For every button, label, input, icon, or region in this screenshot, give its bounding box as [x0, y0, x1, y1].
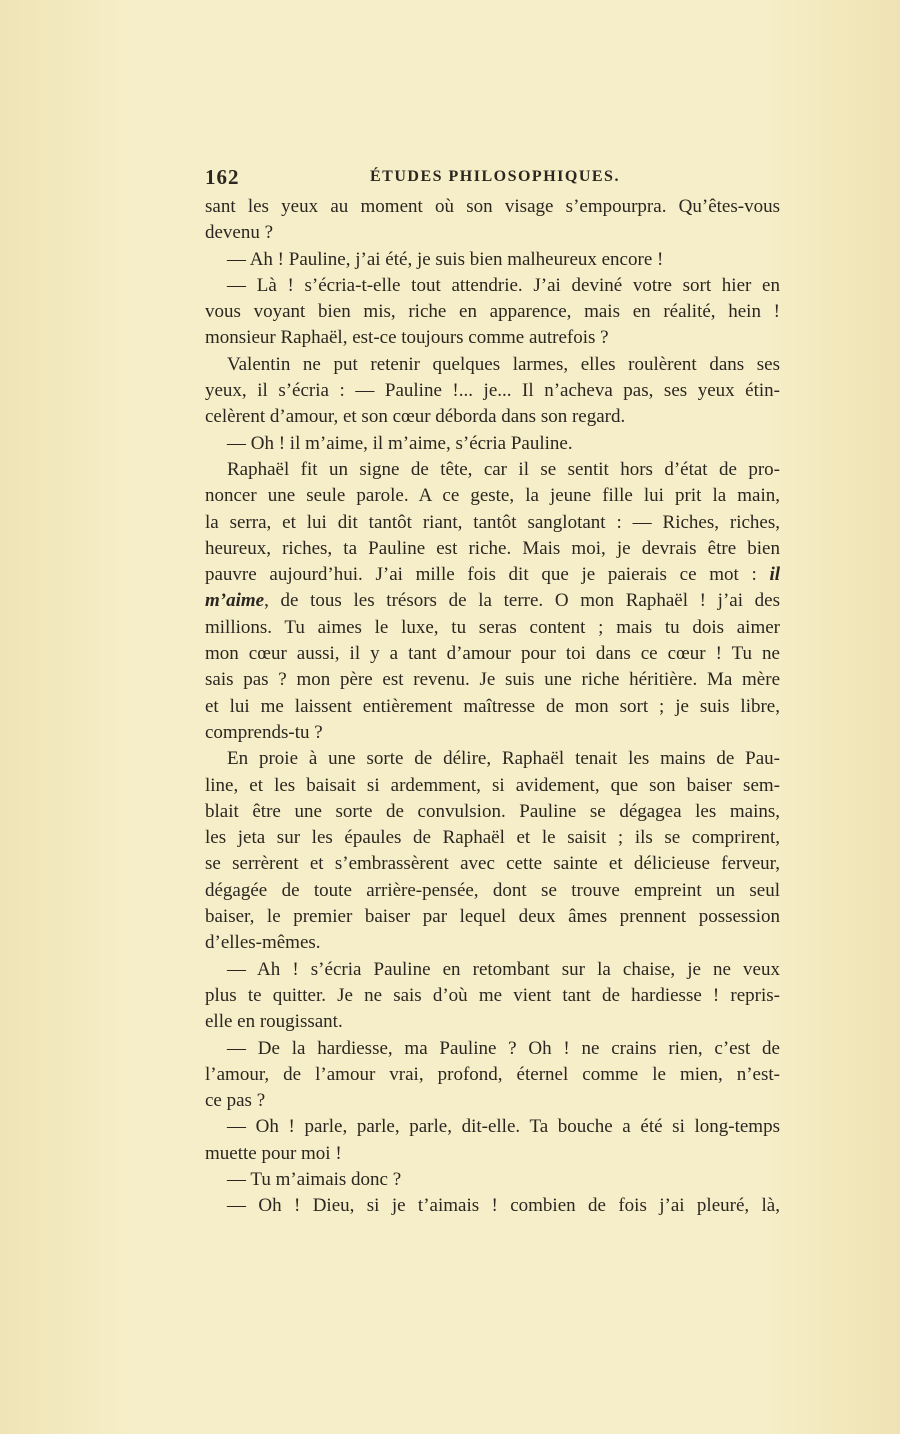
text-line: yeux, il s’écria : — Pauline !... je... Il n’acheva pas, ses yeux étin-	[205, 380, 780, 402]
text-line	[205, 588, 780, 614]
text-line: millions. Tu aimes le luxe, tu seras content ; mais tu dois aimer	[205, 616, 780, 638]
paragraph	[205, 1167, 780, 1193]
text-line: sant les yeux au moment où son visage s’empourpra. Qu’êtes-vous	[205, 196, 780, 217]
text-line: — Oh ! parle, parle, parle, dit-elle. Ta bouche a été si long-temps	[227, 1116, 780, 1138]
text-line: les jeta sur les épaules de Raphaël et le saisit ; ils se comprirent,	[205, 827, 780, 849]
text-line: En proie à une sorte de délire, Raphaël tenait les mains de Pau-	[227, 748, 780, 770]
text-line: plus te quitter. Je ne sais d’où me vient tant de hardiesse ! repris-	[205, 984, 780, 1006]
text-line	[205, 562, 780, 588]
text-line: sais pas ? mon père est revenu. Je suis une riche héritière. Ma mère	[205, 669, 780, 691]
paragraph	[205, 431, 780, 457]
text-line: — Oh ! Dieu, si je t’aimais ! combien de fois j’ai pleuré, là,	[227, 1195, 780, 1217]
paragraph	[205, 1114, 780, 1167]
text-line: — De la hardiesse, ma Pauline ? Oh ! ne crains rien, c’est de	[227, 1037, 780, 1059]
paragraph	[205, 957, 780, 1036]
text-line: d’elles-mêmes.	[205, 932, 321, 954]
text-line: line, et les baisait si ardemment, si avidement, que son baiser sem-	[205, 774, 780, 796]
text-line: comprends-tu ?	[205, 721, 323, 743]
text-segment: , de tous les trésors de la terre. O mon Raphaël ! j’ai des	[264, 590, 780, 612]
text-line: devenu ?	[205, 222, 274, 244]
text-line: et lui me laissent entièrement maîtresse de mon sort ; je suis libre,	[205, 695, 780, 717]
paragraph	[205, 273, 780, 352]
running-title: ÉTUDES PHILOSOPHIQUES.	[370, 168, 620, 185]
paragraph	[205, 1036, 780, 1115]
text-line: — Ah ! Pauline, j’ai été, je suis bien malheureux encore !	[227, 248, 664, 270]
text-line: se serrèrent et s’embrassèrent avec cette sainte et délicieuse ferveur,	[205, 853, 780, 875]
text-segment: pauvre aujourd’hui. J’ai mille fois dit que je paierais ce mot :	[205, 564, 770, 586]
text-line: elle en rougissant.	[205, 1011, 343, 1033]
text-line: monsieur Raphaël, est-ce toujours comme autrefois ?	[205, 327, 609, 349]
text-line: la serra, et lui dit tantôt riant, tantôt sanglotant : — Riches, riches,	[205, 511, 780, 533]
text-line: celèrent d’amour, et son cœur déborda dans son regard.	[205, 406, 626, 428]
text-line: noncer une seule parole. A ce geste, la jeune fille lui prit la main,	[205, 485, 780, 507]
text-line: heureux, riches, ta Pauline est riche. Mais moi, je devrais être bien	[205, 537, 780, 559]
text-line: muette pour moi !	[205, 1142, 342, 1164]
text-line: mon cœur aussi, il y a tant d’amour pour toi dans ce cœur ! Tu ne	[205, 643, 780, 665]
paragraph	[205, 247, 780, 273]
paragraph	[205, 746, 780, 956]
text-line: l’amour, de l’amour vrai, profond, éternel comme le mien, n’est-	[205, 1063, 780, 1085]
body-text	[205, 194, 780, 1220]
text-line: Valentin ne put retenir quelques larmes, elles roulèrent dans ses	[227, 353, 780, 375]
italic-text: il	[769, 564, 780, 586]
text-line: vous voyant bien mis, riche en apparence, mais en réalité, hein !	[205, 301, 780, 323]
text-line: baiser, le premier baiser par lequel deux âmes prennent possession	[205, 906, 780, 928]
paragraph	[205, 1193, 780, 1219]
page-number: 162	[205, 165, 240, 189]
page-header	[205, 165, 780, 191]
text-line: ce pas ?	[205, 1090, 266, 1112]
text-line: — Oh ! il m’aime, il m’aime, s’écria Pauline.	[227, 432, 573, 454]
text-line: dégagée de toute arrière-pensée, dont se trouve empreint un seul	[205, 879, 780, 901]
paragraph	[205, 352, 780, 431]
text-line: — Tu m’aimais donc ?	[227, 1168, 402, 1190]
text-line: blait être une sorte de convulsion. Pauline se dégagea les mains,	[205, 800, 780, 822]
paragraph	[205, 457, 780, 746]
text-line: Raphaël fit un signe de tête, car il se sentit hors d’état de pro-	[227, 458, 780, 480]
text-line: — Ah ! s’écria Pauline en retombant sur la chaise, je ne veux	[227, 958, 780, 980]
paragraph	[205, 194, 780, 247]
text-line: — Là ! s’écria-t-elle tout attendrie. J’ai deviné votre sort hier en	[227, 274, 780, 296]
italic-text: m’aime	[205, 590, 265, 612]
